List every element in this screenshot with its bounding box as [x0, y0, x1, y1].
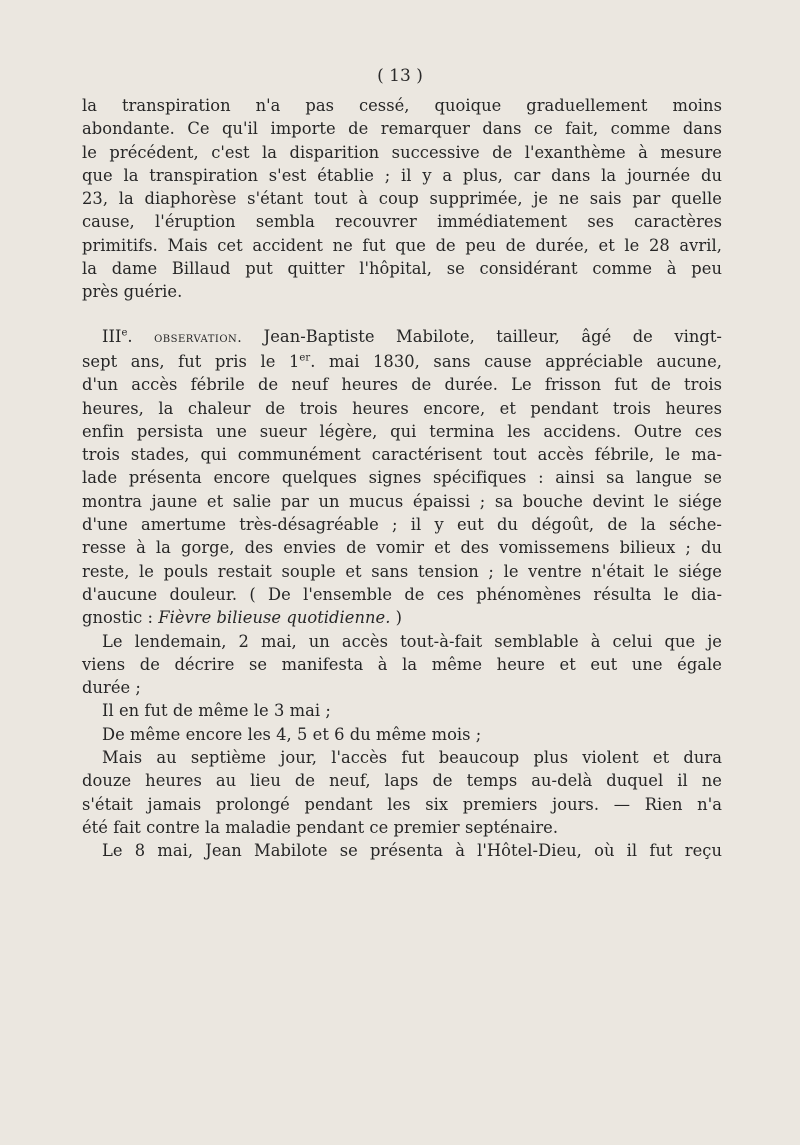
text-line: durée ;: [82, 678, 141, 698]
observation-label: observation.: [154, 329, 243, 346]
paragraph-gap: [82, 304, 722, 325]
page-number: ( 13 ): [377, 66, 423, 86]
text-line: enfin persista une sueur légère, qui termina les accidens. Outre ces: [82, 421, 722, 441]
text-line: d'aucune douleur. ( De l'ensemble de ces phénomènes résulta le dia-: [82, 584, 722, 604]
text-fragment: . mai 1830, sans cause appréciable aucune,: [310, 351, 723, 371]
text-line: primitifs. Mais cet accident ne fut que de peu de durée, et le 28 avril,: [82, 235, 722, 255]
text-line: [82, 350, 722, 373]
text-line: lade présenta encore quelques signes spécifiques : ainsi sa langue se: [82, 468, 722, 488]
text-line: s'était jamais prolongé pendant les six premiers jours. — Rien n'a: [82, 794, 722, 814]
superscript: e: [121, 327, 128, 339]
text-line: Mais au septième jour, l'accès fut beaucoup plus violent et dura: [102, 748, 722, 768]
text-line: été fait contre la maladie pendant ce premier septénaire.: [82, 817, 559, 837]
text-line: reste, le pouls restait souple et sans tension ; le ventre n'était le siége: [82, 561, 722, 581]
text-line: près guérie.: [82, 282, 183, 302]
text-line: montra jaune et salie par un mucus épaissi ; sa bouche devint le siége: [82, 491, 722, 511]
punctuation: .: [127, 326, 133, 346]
paragraph-3: [82, 630, 722, 700]
observation-heading-line: [82, 325, 722, 350]
paragraph-1: [82, 94, 722, 304]
paragraph-5: [82, 723, 722, 746]
superscript: er: [299, 352, 311, 364]
text-line: la dame Billaud put quitter l'hôpital, se considérant comme à peu: [82, 259, 722, 279]
text-line: 23, la diaphorèse s'étant tout à coup supprimée, je ne sais par quelle: [82, 189, 722, 209]
text-line: viens de décrire se manifesta à la même heure et eut une égale: [82, 654, 722, 674]
text-line: le précédent, c'est la disparition successive de l'exanthème à mesure: [82, 142, 722, 162]
text-fragment: ): [390, 608, 403, 628]
text-line: la transpiration n'a pas cessé, quoique graduellement moins: [82, 96, 722, 115]
text-line: heures, la chaleur de trois heures encore, et pendant trois heures: [82, 398, 722, 418]
text-line: que la transpiration s'est établie ; il y a plus, car dans la journée du: [82, 165, 722, 185]
text-line: resse à la gorge, des envies de vomir et des vomissemens bilieux ; du: [82, 538, 722, 558]
text-line: cause, l'éruption sembla recouvrer immédiatement ses caractères: [82, 212, 722, 232]
text-line: d'un accès fébrile de neuf heures de durée. Le frisson fut de trois: [82, 375, 722, 395]
text-line: De même encore les 4, 5 et 6 du même mois ;: [102, 724, 482, 744]
diagnosis-italic: Fièvre bilieuse quotidienne.: [158, 608, 391, 628]
diagnosis-line: [82, 606, 722, 629]
body-text: [82, 94, 722, 863]
text-fragment: sept ans, fut pris le 1: [82, 351, 300, 371]
text-fragment: Jean-Baptiste Mabilote, tailleur, âgé de vingt-: [263, 326, 722, 346]
text-line: Le lendemain, 2 mai, un accès tout-à-fait semblable à celui que je: [102, 631, 722, 651]
paragraph-observation: [82, 325, 722, 630]
observation-number: III: [102, 326, 122, 346]
paragraph-4: [82, 699, 722, 722]
text-line: douze heures au lieu de neuf, laps de temps au-delà duquel il ne: [82, 771, 722, 791]
text-line: Il en fut de même le 3 mai ;: [102, 701, 331, 721]
paragraph-6: [82, 746, 722, 839]
text-line: d'une amertume très-désagréable ; il y eut du dégoût, de la séche-: [82, 515, 722, 535]
text-line: Le 8 mai, Jean Mabilote se présenta à l'Hôtel-Dieu, où il fut reçu: [102, 841, 722, 861]
text-fragment: gnostic :: [82, 608, 159, 628]
text-line: trois stades, qui communément caractérisent tout accès fébrile, le ma-: [82, 445, 722, 465]
paragraph-7: [82, 839, 722, 862]
text-line: abondante. Ce qu'il importe de remarquer dans ce fait, comme dans: [82, 119, 722, 139]
